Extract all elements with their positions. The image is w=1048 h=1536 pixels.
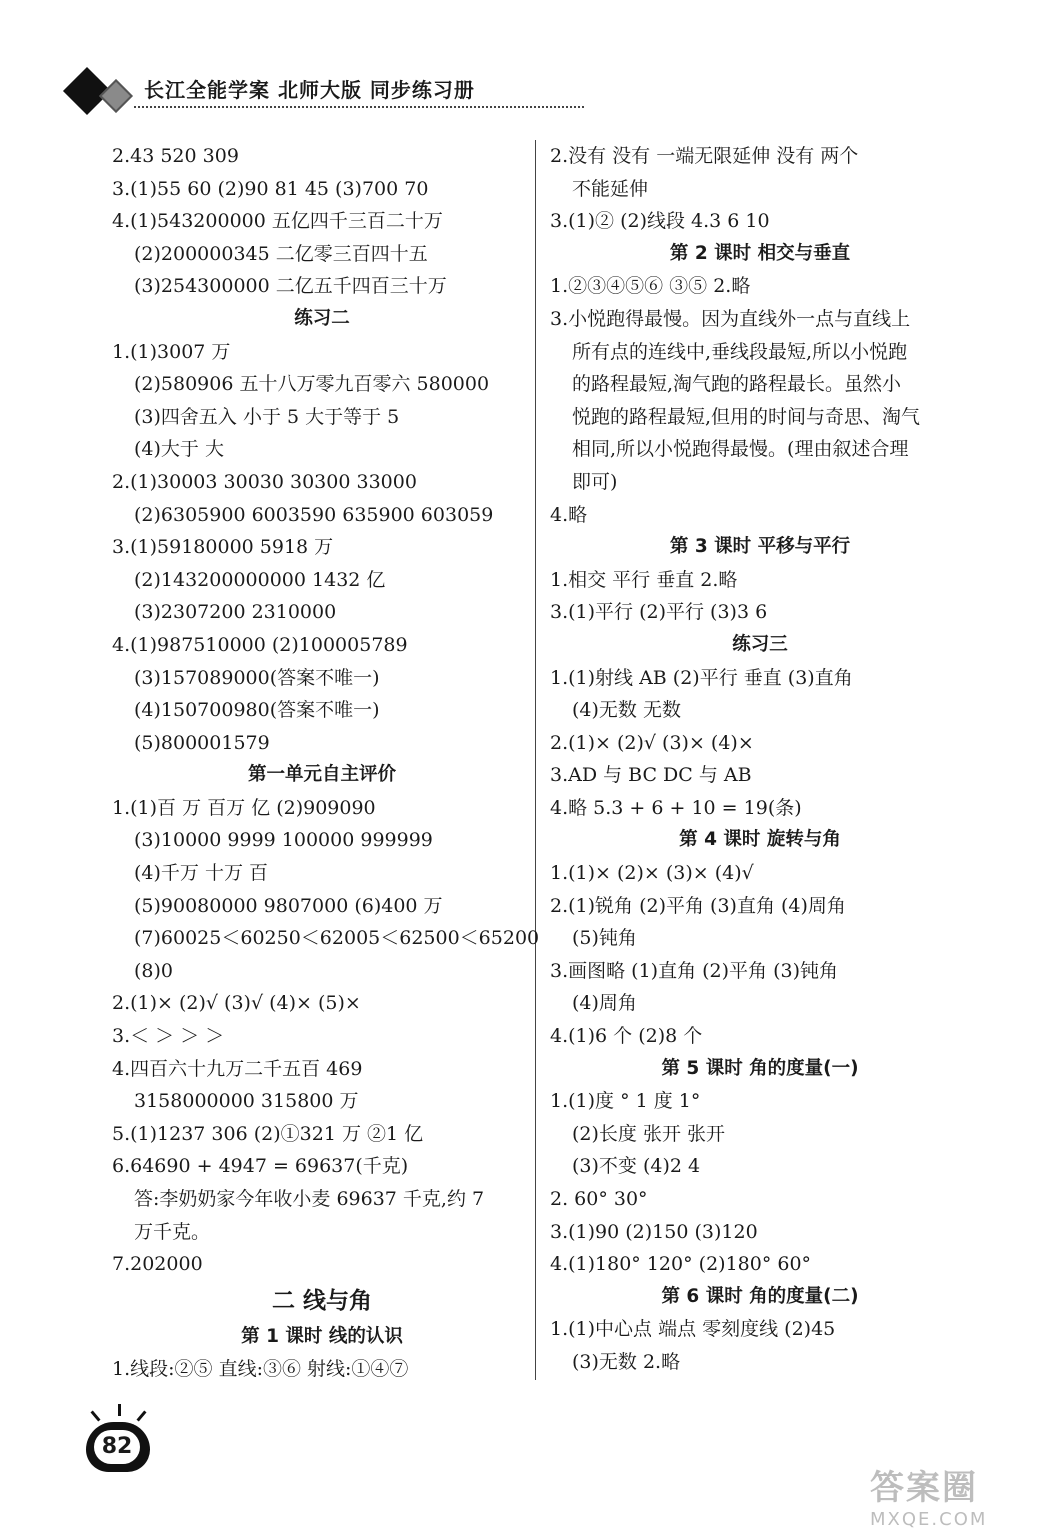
answer-line: 悦跑的路程最短,但用的时间与奇思、淘气: [572, 405, 921, 428]
answer-line: (2)长度 张开 张开: [572, 1122, 725, 1145]
answer-line: (3)无数 2.略: [572, 1350, 681, 1373]
answer-line: 2.(1)锐角 (2)平角 (3)直角 (4)周角: [550, 894, 846, 917]
answer-line: (3)2307200 2310000: [134, 601, 337, 624]
column-divider: [535, 140, 536, 1380]
answer-line: (4)大于 大: [134, 438, 224, 461]
answer-line: 的路程最短,淘气跑的路程最长。虽然小: [572, 373, 902, 396]
answer-line: 即可): [572, 470, 618, 493]
answer-line: 3.小悦跑得最慢。因为直线外一点与直线上: [550, 307, 911, 330]
answer-line: (3)四舍五入 小于 5 大于等于 5: [134, 405, 400, 428]
answer-line: 2.没有 没有 一端无限延伸 没有 两个: [550, 145, 859, 167]
answer-line: (3)不变 (4)2 4: [572, 1155, 701, 1178]
section-heading: 第一单元自主评价: [247, 764, 396, 786]
answer-line: 2.(1)30003 30030 30300 33000: [112, 470, 417, 493]
header-divider: [134, 106, 584, 108]
answer-line: 1.(1)百 万 百万 亿 (2)909090: [112, 796, 376, 819]
answer-line: 3.(1)55 60 (2)90 81 45 (3)700 70: [112, 177, 429, 200]
answer-line: 1.②③④⑤⑥ ③⑤ 2.略: [550, 275, 751, 298]
answer-line: 3.(1)59180000 5918 万: [112, 536, 334, 559]
left-column: [112, 140, 540, 1386]
answer-line: 1.(1)3007 万: [112, 340, 231, 363]
answer-line: 2.(1)× (2)√ (3)√ (4)× (5)×: [112, 992, 361, 1015]
section-heading: 第 4 课时 旋转与角: [679, 829, 841, 851]
answer-line: (3)157089000(答案不唯一): [134, 666, 380, 689]
answer-line: 答:李奶奶家今年收小麦 69637 千克,约 7: [134, 1188, 485, 1210]
section-heading: 第 2 课时 相交与垂直: [669, 242, 851, 264]
right-column: [550, 140, 970, 1379]
page-header: [64, 70, 524, 120]
answer-line: 6.64690 + 4947 = 69637(千克): [112, 1155, 409, 1178]
answer-line: 万千克。: [134, 1220, 211, 1243]
watermark-text: 答案圈: [870, 1468, 978, 1508]
header-title: 长江全能学案 北师大版 同步练习册: [144, 78, 475, 102]
answer-line: (5)90080000 9807000 (6)400 万: [134, 894, 443, 917]
answer-line: 7.202000: [112, 1253, 203, 1276]
answer-line: 4.略 5.3 + 6 + 10 = 19(条): [550, 796, 802, 819]
badge-ray: [136, 1410, 146, 1421]
page-number-badge: [80, 1410, 160, 1476]
answer-line: 2.43 520 309: [112, 145, 239, 167]
badge-ray: [118, 1404, 121, 1416]
answer-line: 4.(1)987510000 (2)100005789: [112, 633, 408, 656]
answer-line: (4)150700980(答案不唯一): [134, 699, 380, 722]
answer-line: (5)钝角: [572, 927, 637, 950]
section-heading: 第 3 课时 平移与平行: [669, 536, 851, 558]
answer-line: 1.相交 平行 垂直 2.略: [550, 568, 738, 591]
answer-line: 4.略: [550, 503, 588, 526]
answer-line: (4)周角: [572, 992, 637, 1015]
section-heading: 第 6 课时 角的度量(二): [661, 1285, 859, 1307]
section-heading: 练习二: [294, 307, 350, 329]
section-heading: 练习三: [732, 633, 788, 655]
answer-line: 1.线段:②⑤ 直线:③⑥ 射线:①④⑦: [112, 1358, 409, 1381]
answer-line: (3)10000 9999 100000 999999: [134, 829, 433, 852]
answer-line: 所有点的连线中,垂线段最短,所以小悦跑: [572, 340, 908, 363]
answer-line: 1.(1)× (2)× (3)× (4)√: [550, 862, 754, 885]
watermark: [870, 1460, 1040, 1530]
unit-heading: 二 线与角: [271, 1287, 372, 1314]
answer-line: (5)800001579: [134, 731, 270, 754]
answer-line: 3.画图略 (1)直角 (2)平角 (3)钝角: [550, 959, 838, 982]
answer-line: (2)580906 五十八万零九百零六 580000: [134, 373, 490, 396]
answer-line: (2)6305900 6003590 635900 603059: [134, 503, 494, 526]
answer-line: (2)200000345 二亿零三百四十五: [134, 242, 428, 265]
answer-line: 1.(1)度 ° 1 度 1°: [550, 1090, 701, 1113]
answer-line: 相同,所以小悦跑得最慢。(理由叙述合理: [572, 438, 909, 461]
answer-line: 3.＜ ＞ ＞ ＞: [112, 1025, 225, 1048]
answer-line: 3.(1)② (2)线段 4.3 6 10: [550, 210, 770, 233]
answer-line: 2.(1)× (2)√ (3)× (4)×: [550, 731, 754, 754]
answer-line: 不能延伸: [572, 177, 649, 200]
answer-line: 3158000000 315800 万: [134, 1090, 359, 1113]
answer-line: 3.(1)平行 (2)平行 (3)3 6: [550, 601, 768, 624]
watermark-url: MXQE.COM: [870, 1509, 988, 1530]
answer-line: 1.(1)中心点 端点 零刻度线 (2)45: [550, 1318, 836, 1341]
answer-line: (4)无数 无数: [572, 699, 681, 722]
answer-line: (8)0: [134, 959, 174, 982]
answer-line: 2. 60° 30°: [550, 1188, 648, 1210]
answer-line: 5.(1)1237 306 (2)①321 万 ②1 亿: [112, 1122, 424, 1145]
page-number: 82: [94, 1430, 140, 1464]
answer-line: 4.(1)180° 120° (2)180° 60°: [550, 1253, 812, 1276]
answer-line: (4)千万 十万 百: [134, 862, 268, 885]
section-heading: 第 1 课时 线的认识: [241, 1325, 403, 1347]
badge-ray: [90, 1410, 100, 1421]
answer-line: 1.(1)射线 AB (2)平行 垂直 (3)直角: [550, 666, 853, 689]
answer-line: (2)143200000000 1432 亿: [134, 568, 386, 591]
answer-line: 3.(1)90 (2)150 (3)120: [550, 1220, 758, 1243]
answer-line: (3)254300000 二亿五千四百三十万: [134, 275, 447, 298]
answer-line: 4.(1)6 个 (2)8 个: [550, 1025, 703, 1048]
answer-line: 4.(1)543200000 五亿四千三百二十万: [112, 210, 443, 233]
section-heading: 第 5 课时 角的度量(一): [661, 1057, 859, 1079]
answer-line: 4.四百六十九万二千五百 469: [112, 1057, 363, 1080]
answer-line: (7)60025＜60250＜62005＜62500＜65200: [134, 927, 540, 950]
answer-line: 3.AD 与 BC DC 与 AB: [550, 764, 752, 787]
